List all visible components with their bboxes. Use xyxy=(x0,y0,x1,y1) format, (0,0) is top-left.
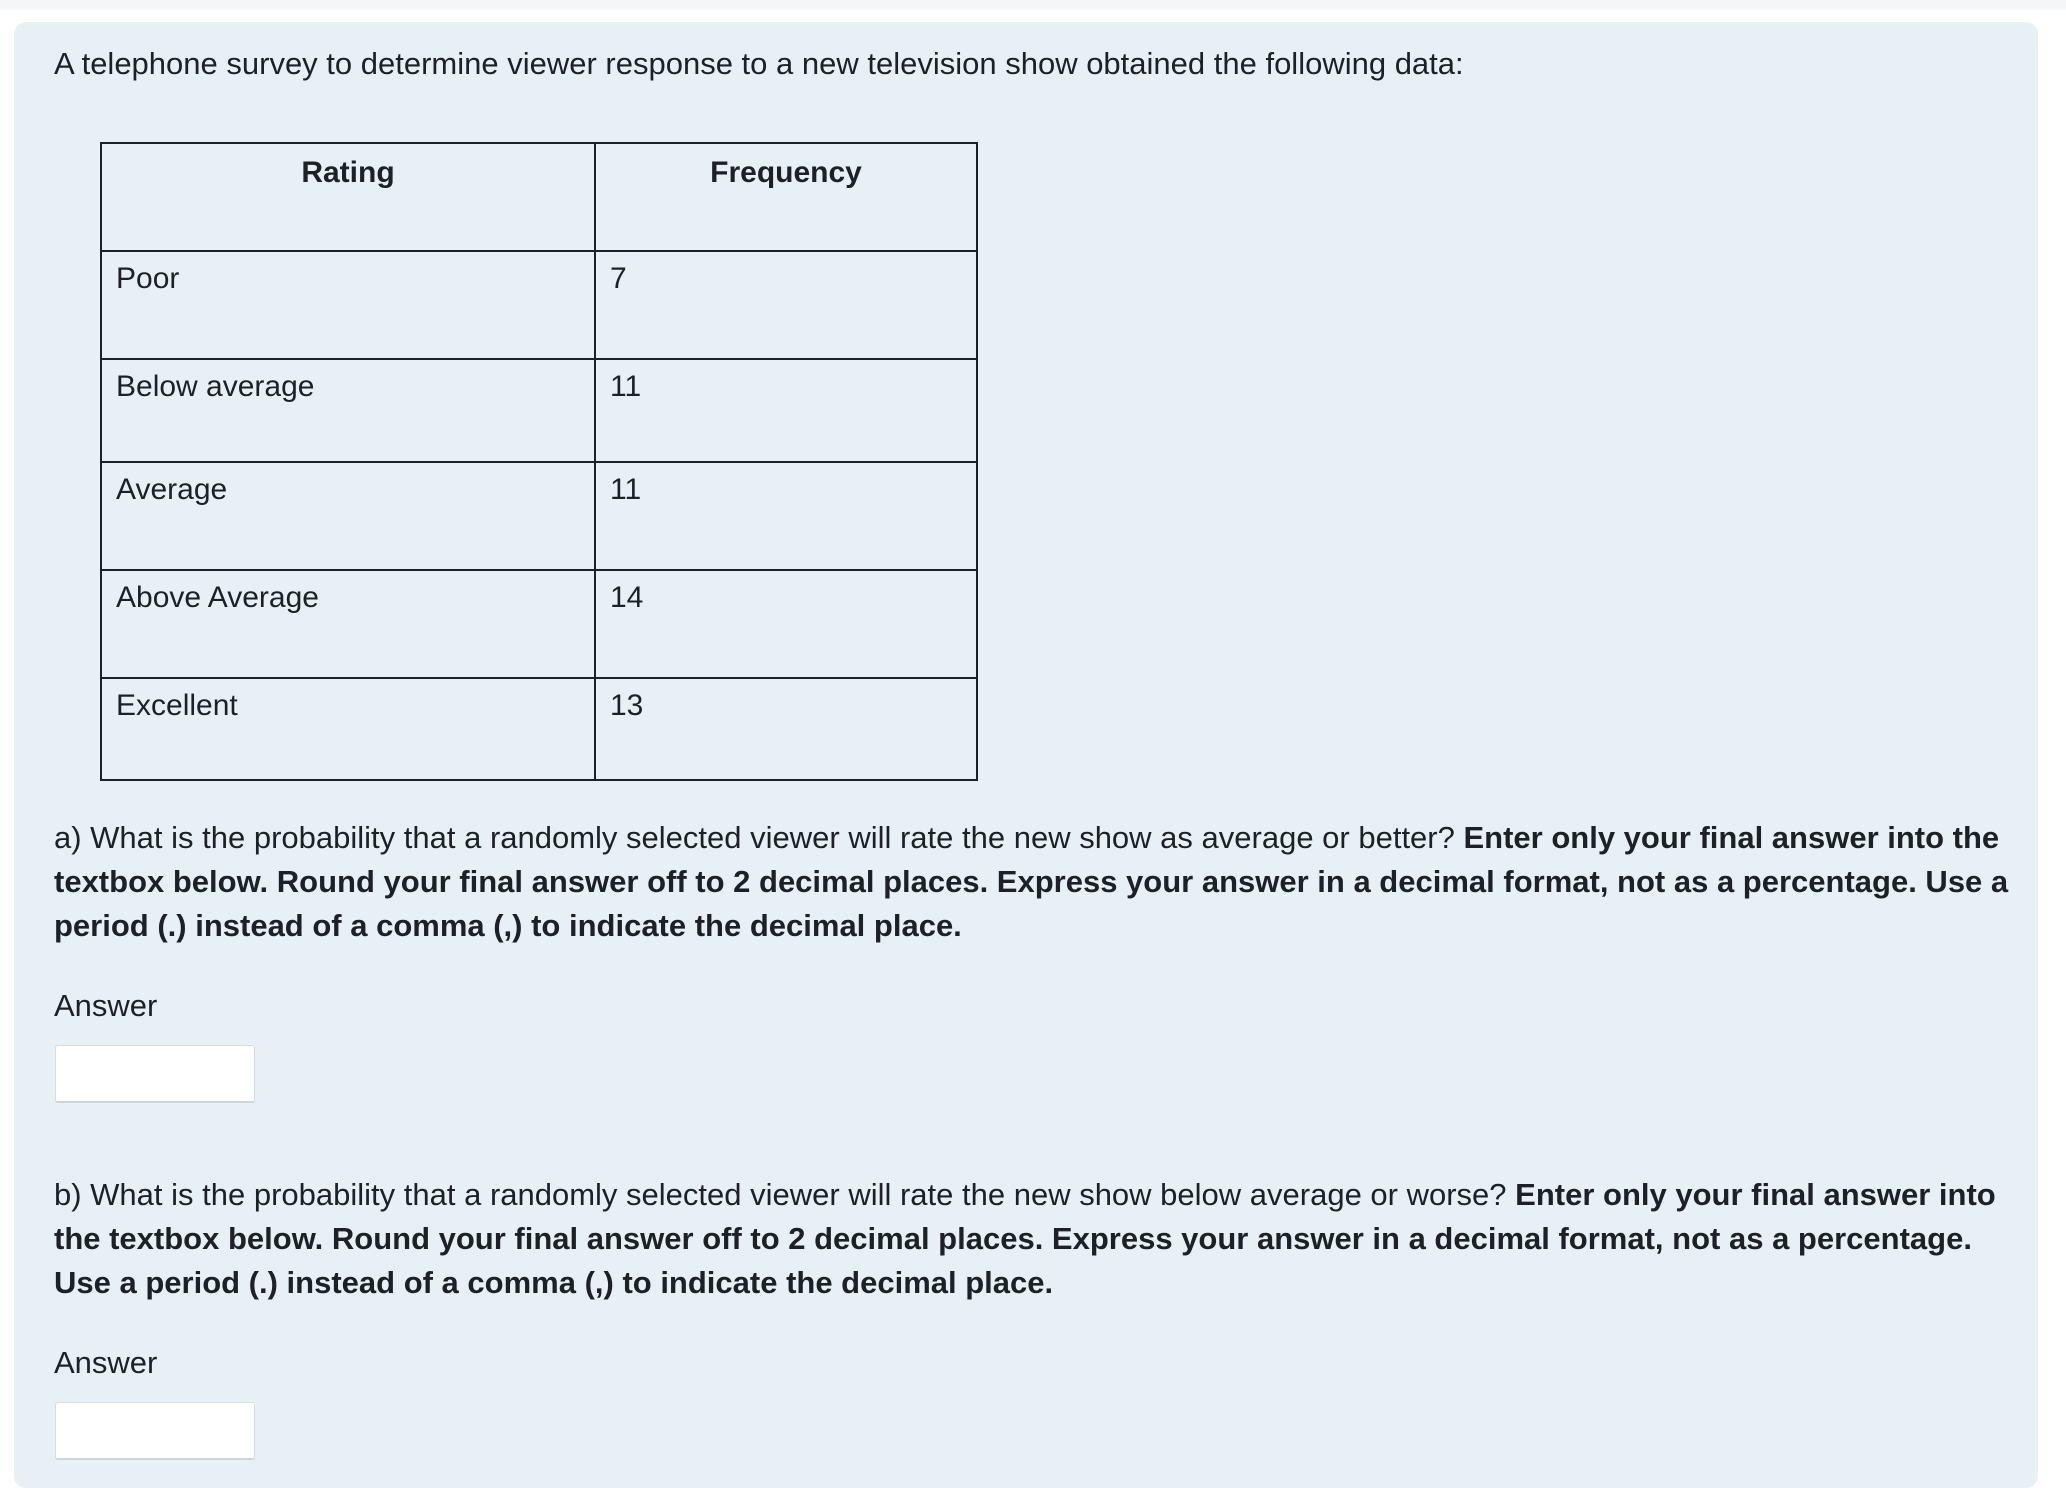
table-row xyxy=(101,570,977,678)
rating-cell: Average xyxy=(101,462,595,570)
frequency-cell: 11 xyxy=(595,462,977,570)
question-a-instruction: Enter only your final answer into the textbox below. Round your final answer off to 2 decimal places. Express your answer in a decimal format, not as a percentage. Use a period (.) instead of a comma (,) to indicate the decimal place. xyxy=(54,820,2009,943)
rating-cell: Poor xyxy=(101,251,595,359)
answer-b-input[interactable] xyxy=(55,1402,255,1460)
table-header-rating: Rating xyxy=(101,143,595,251)
question-a-text: a) What is the probability that a randomly selected viewer will rate the new show as average or better? xyxy=(54,820,1464,855)
question-b-instruction: Enter only your final answer into the textbox below. Round your final answer off to 2 decimal places. Express your answer in a decimal format, not as a percentage. Use a period (.) instead of a comma (,) to indicate the decimal place. xyxy=(54,1177,1996,1300)
table-row xyxy=(101,462,977,570)
frequency-cell: 11 xyxy=(595,359,977,462)
rating-cell: Below average xyxy=(101,359,595,462)
question-card xyxy=(14,22,2038,1488)
answer-a-input[interactable] xyxy=(55,1045,255,1103)
table-row xyxy=(101,251,977,359)
question-a xyxy=(54,816,2014,948)
table-header-frequency: Frequency xyxy=(595,143,977,251)
frequency-cell: 13 xyxy=(595,678,977,780)
question-b-text: b) What is the probability that a randomly selected viewer will rate the new show below average or worse? xyxy=(54,1177,1516,1212)
frequency-table xyxy=(100,142,978,781)
rating-cell: Excellent xyxy=(101,678,595,780)
frequency-cell: 7 xyxy=(595,251,977,359)
question-b xyxy=(54,1173,2014,1305)
table-row xyxy=(101,678,977,780)
page-top-bar xyxy=(0,0,2066,10)
table-row xyxy=(101,359,977,462)
answer-b-label: Answer xyxy=(54,1345,158,1380)
rating-cell: Above Average xyxy=(101,570,595,678)
question-intro: A telephone survey to determine viewer response to a new television show obtained the following data: xyxy=(54,46,1464,81)
answer-a-label: Answer xyxy=(54,988,158,1023)
frequency-cell: 14 xyxy=(595,570,977,678)
